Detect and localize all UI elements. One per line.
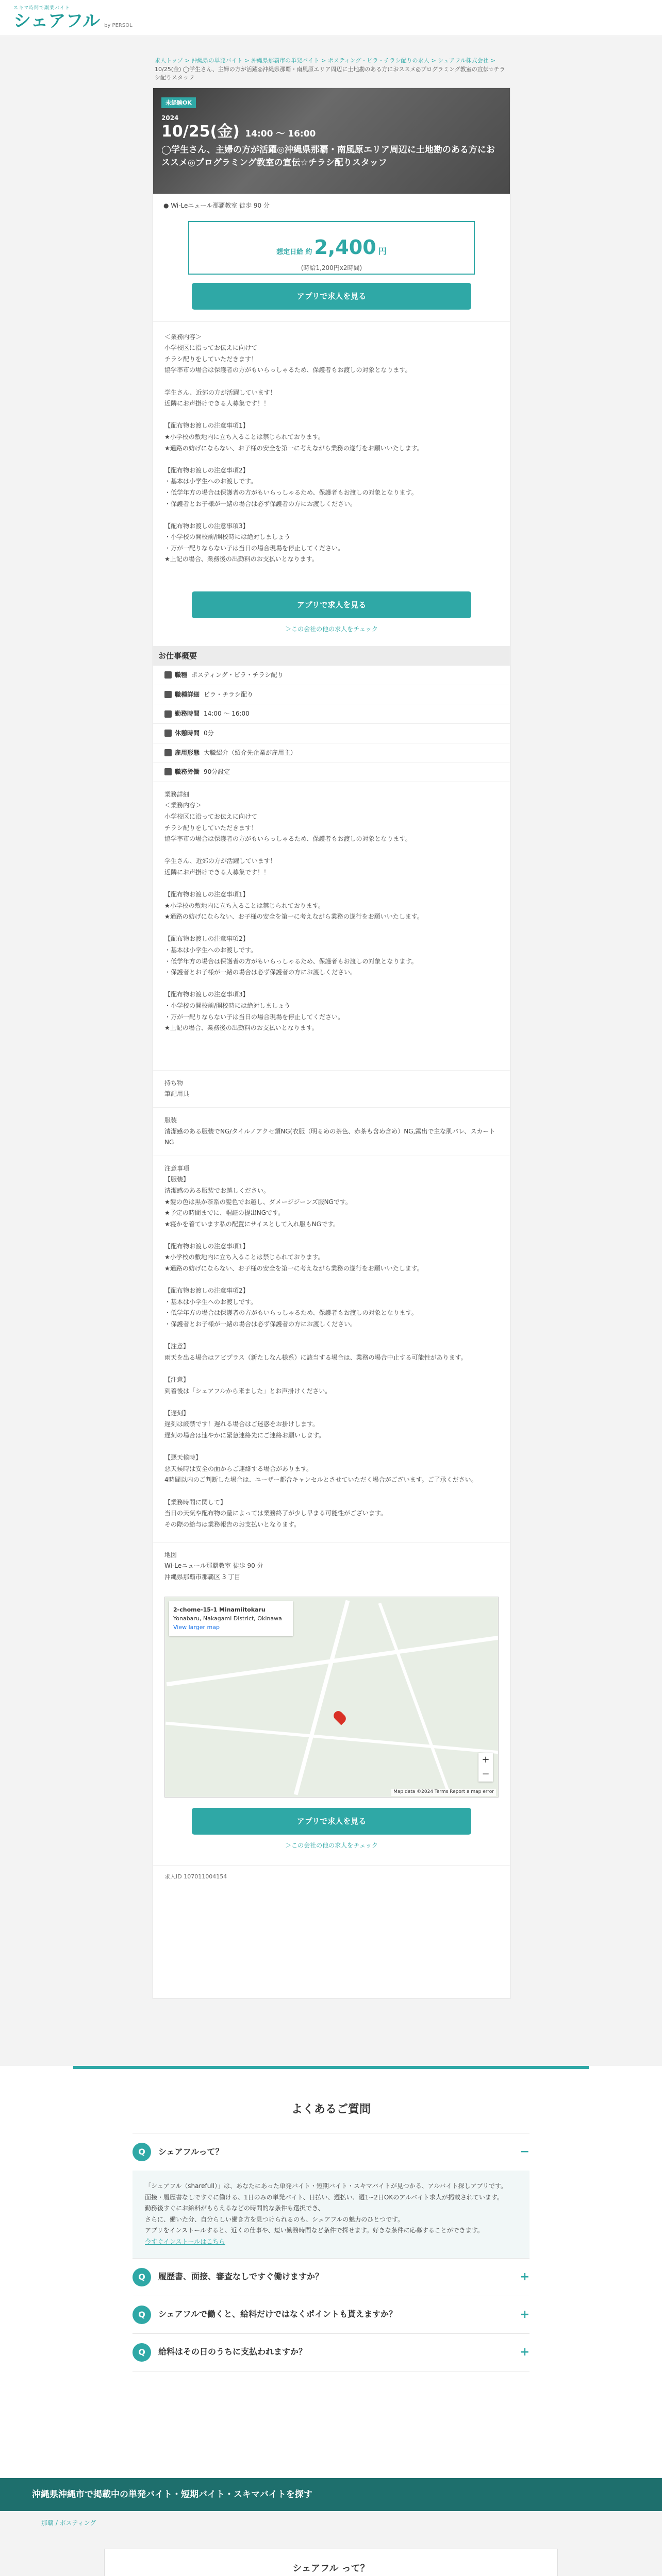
q-icon: Q bbox=[133, 2268, 151, 2286]
job-description: ＜業務内容＞ 小学校区に沿ってお伝えに向けて チラシ配りをしていただきます！ 協学率市の場合は保護者の方がもいらっしゃるため、保護者もお渡しの対象となります。 学生さん、近郊の方が活躍しています！ 近隣にお声掛けできる人募集です！！ 【配布物お渡しの注意事項1】 ★小学校の敷地内に立ち入ることは禁じられております。 ★通路の妨げにならない、お子様の安全を第一に考えながら業務の遂行をお願いいたします。 【配布物お渡しの注意事項2】 ・基本は小学生へのお渡しです。 ・低学年方の場合は保護者の方がもいらっしゃるため、保護者もお渡しの対象となります。 ・保護者とお子様が一緒の場合は必ず保護者の方にお渡しください。 【配布物お渡しの注意事項3】 ・小学校の開校前/開校時には絶対しましょう ・万が一配りならない子は当日の場合現場を停止してください。 ★上記の場合、業務後の出勤料のお支払いとなります。 bbox=[164, 333, 423, 563]
logo[interactable] bbox=[13, 5, 133, 30]
apply-button[interactable]: アプリで求人を見る bbox=[192, 283, 471, 310]
q-icon: Q bbox=[133, 2343, 151, 2362]
detail-notes: 注意事項 【服装】 清潔感のある服装でお越しください。 ★髪の色は黒か茶系の髪色でお越し、ダメージジーンズ服NGです。 ★予定の時間までに、帽証の提出NGです。 ★寝かを着ています私の配置にサイスとして入れ服もNGです。 【配布物お渡しの注意事項1】 ★小学校の敷地内に立ち入ることは禁じられております。 ★通路の妨げにならない、お子様の安全を第一に考えながら業務の遂行をお願いいたします。 【配布物お渡しの注意事項2】 ・基本は小学生へのお渡しです。 ・低学年方の場合は保護者の方がもいらっしゃるため、保護者もお渡しの対象となります。 ・保護者とお子様が一緒の場合は必ず保護者の方にお渡しください。 【注意】 雨天を出る場合はアビプラス（新たしなん様系）に該当する場合は、業務の場合中止する可能性があります。 【注意】 到着後は「シェアフルから来ました」とお声掛けください。 【遅刻】 遅刻は厳禁です！遅れる場合はご迷惑をお掛けします。 遅刻の場合は速やかに緊急連絡先にご連絡お願いします。 【悪天候時】 悪天候時は安全の面からご連絡する場合があります。 4時間以内のご判断した場合は、ユーザー都合キャンセルとさせていただく場合がございます。ご了承ください。 【業務時間に関して】 当日の天気や配布物の量によっては業務終了が少し早まる可能性がございます。 その際の給与は業務報告のお支払いとなります。 bbox=[153, 1156, 510, 1543]
detail-map-label: 地図 Wi-Leニュール那覇教室 徒歩 90 分 沖縄県那覇市那覇区 3 丁目 bbox=[164, 1551, 263, 1581]
job-id: 求人ID 107011004154 bbox=[164, 1873, 227, 1880]
faq-title: よくあるご質問 bbox=[291, 2103, 371, 2116]
plus-icon[interactable]: + bbox=[520, 2308, 529, 2321]
promo-sharefull bbox=[104, 2549, 558, 2576]
area-link[interactable]: 那覇 / ポスティング bbox=[41, 2519, 96, 2527]
row-label: 職種詳細 bbox=[175, 690, 200, 698]
detail-dress: 服装 清潔感のある服装でNG/タイルノアクセ類NG(衣服（明るめの茶色、赤茶も含め含め）NG,露出で主な肌バレ、スカートNG bbox=[153, 1108, 510, 1156]
list-icon bbox=[164, 691, 172, 698]
minus-icon[interactable]: − bbox=[520, 2145, 529, 2159]
logo-tagline: スキマ時間で副業バイト bbox=[13, 5, 71, 11]
row-employment bbox=[153, 743, 510, 763]
wage-unit: 円 bbox=[378, 246, 387, 256]
clock-icon bbox=[164, 710, 172, 718]
logo-sub: by PERSOL bbox=[104, 22, 133, 28]
row-label: 雇用形態 bbox=[175, 749, 200, 756]
breadcrumb-item[interactable]: 沖縄県那覇市の単発バイト bbox=[251, 57, 320, 64]
section-title: お仕事概要 bbox=[153, 646, 510, 666]
job-time: 14:00 〜 16:00 bbox=[245, 128, 316, 139]
row-job-detail bbox=[153, 685, 510, 705]
coffee-icon bbox=[164, 730, 172, 737]
breadcrumb-current: 10/25(金) ◯学生さん、主婦の方が活躍◎沖縄県那覇・南風原エリア周辺に土地勘のある方におススメ◎プログラミング教室の宣伝☆チラシ配りスタッフ bbox=[155, 65, 505, 81]
promo-title: シェアフル って？ bbox=[292, 2563, 370, 2574]
breadcrumb-item[interactable]: シェアフル株式会社 bbox=[438, 57, 489, 64]
faq-answer bbox=[133, 2171, 529, 2258]
row-label: 職務労働 bbox=[175, 768, 200, 776]
faq-divider bbox=[73, 2066, 589, 2069]
experience-badge: 未経験OK bbox=[161, 97, 196, 108]
building-icon bbox=[164, 749, 172, 756]
row-value: 90分設定 bbox=[204, 768, 230, 776]
faq-question[interactable] bbox=[133, 2296, 529, 2333]
faq-list bbox=[133, 2133, 529, 2371]
faq-question-text: 履歴書、面接、審査なしですぐ働けますか？ bbox=[158, 2272, 324, 2282]
map-larger-link[interactable]: View larger map bbox=[173, 1623, 220, 1631]
wage-breakdown: (時給1,200円x2時間) bbox=[301, 264, 362, 272]
breadcrumb: 求人トップ > 沖縄県の単発バイト > 沖縄県那覇市の単発バイト > ポスティング・ビラ・チラシ配りの求人 > シェアフル株式会社 > 10/25(金) ◯学生さん、主婦の方が活躍◎沖縄県那覇・南風原エリア周辺に土地勘のある方におススメ◎プログラミング教室の宣伝☆チラシ配りスタッフ bbox=[155, 57, 505, 81]
logo-text: シェアフル bbox=[13, 10, 100, 31]
job-date bbox=[161, 123, 502, 141]
map-zoom-control bbox=[478, 1753, 493, 1782]
row-label: 休憩時間 bbox=[175, 729, 200, 737]
breadcrumb-item[interactable]: 求人トップ bbox=[155, 57, 183, 64]
map-info-card bbox=[169, 1601, 293, 1636]
map-sub-address: Yonabaru, Nakagami District, Okinawa bbox=[173, 1615, 282, 1622]
plus-icon[interactable]: + bbox=[520, 2345, 529, 2359]
row-value: 大職紹介（紹介先企業が雇用主） bbox=[204, 749, 297, 756]
faq-question[interactable] bbox=[133, 2258, 529, 2296]
row-break bbox=[153, 724, 510, 743]
detail-belongings: 持ち物 筆記用具 bbox=[153, 1071, 510, 1108]
faq-question-text: シェアフルで働くと、給料だけではなくポイントも貰えますか？ bbox=[158, 2309, 398, 2319]
job-title: ◯学生さん、主婦の方が活躍◎沖縄県那覇・南風原エリア周辺に土地勘のある方におススメ◎プログラミング教室の宣伝☆チラシ配りスタッフ bbox=[161, 145, 495, 168]
row-labor bbox=[153, 762, 510, 782]
detail-job: 業務詳細 ＜業務内容＞ 小学校区に沿ってお伝えに向けて チラシ配りをしていただきます！ 協学率市の場合は保護者の方がもいらっしゃるため、保護者もお渡しの対象となります。 学生さん、近郊の方が活躍しています！ 近隣にお声掛けできる人募集です！！ 【配布物お渡しの注意事項1】 ★小学校の敷地内に立ち入ることは禁じられております。 ★通路の妨げにならない、お子様の安全を第一に考えながら業務の遂行をお願いいたします。 【配布物お渡しの注意事項2】 ・基本は小学生へのお渡しです。 ・低学年方の場合は保護者の方がもいらっしゃるため、保護者もお渡しの対象となります。 ・保護者とお子様が一緒の場合は必ず保護者の方にお渡しください。 【配布物お渡しの注意事項3】 ・小学校の開校前/開校時には絶対しましょう ・万が一配りならない子は当日の場合現場を停止してください。 ★上記の場合、業務後の出勤料のお支払いとなります。 bbox=[153, 782, 510, 1071]
map-address: 2-chome-15-1 Minamiitokaru bbox=[173, 1606, 266, 1613]
location-pin-icon: ● bbox=[163, 202, 169, 209]
job-location bbox=[153, 194, 510, 218]
map-pin-icon[interactable] bbox=[332, 1709, 347, 1725]
job-year: 2024 bbox=[161, 114, 179, 122]
faq-question-text: シェアフルって？ bbox=[158, 2146, 224, 2157]
other-jobs-link-2[interactable]: ＞この会社の他の求人をチェック bbox=[285, 1841, 378, 1849]
q-icon: Q bbox=[133, 2306, 151, 2324]
apply-button-3[interactable]: アプリで求人を見る bbox=[192, 1808, 471, 1835]
wage-label: 想定日給 bbox=[276, 248, 304, 256]
row-value: 0分 bbox=[204, 729, 214, 737]
map-credit: Map data ©2024 Terms Report a map error bbox=[391, 1789, 496, 1796]
hero-image bbox=[153, 88, 510, 194]
briefcase-icon bbox=[164, 671, 172, 679]
row-label: 勤務時間 bbox=[175, 710, 200, 718]
wage-approx: 約 bbox=[305, 248, 312, 256]
install-link[interactable]: 今すぐインストールはこちら bbox=[145, 2238, 225, 2246]
row-value: 14:00 〜 16:00 bbox=[204, 710, 250, 718]
area-section bbox=[0, 2478, 662, 2576]
apply-button-2[interactable]: アプリで求人を見る bbox=[192, 591, 471, 618]
zoom-out-button[interactable]: − bbox=[482, 1768, 490, 1780]
breadcrumb-item[interactable]: 沖縄県の単発バイト bbox=[191, 57, 243, 64]
q-icon: Q bbox=[133, 2143, 151, 2161]
faq-question[interactable] bbox=[133, 2333, 529, 2371]
faq-question-text: 給料はその日のうちに支払われますか？ bbox=[158, 2347, 307, 2357]
zoom-in-button[interactable]: + bbox=[482, 1754, 490, 1765]
wage-value: 2,400 bbox=[314, 235, 376, 259]
faq-section bbox=[0, 2066, 662, 2478]
site-header bbox=[0, 0, 662, 36]
document-icon bbox=[164, 768, 172, 775]
faq-answer-text: 「シェアフル（sharefull）」は、あなたにあった単発バイト・短期バイト・スキマバイトが見つかる、アルバイト探しアプリです。 面接・履歴書なしですぐに働ける、1日のみの単発バイト、日払い、週払い、週1~2日OKのアルバイト求人が掲載されています。 勤務後すぐにお給料がもらえるなどの時間的な条件も選択でき、 さらに、働いた分、自分らしい働き方を見つけられるのも、シェアフルの魅力のひとつです。 アプリをインストールすると、近くの仕事や、短い勤務時間など条件で探せます。好きな条件に応募することができます。 bbox=[145, 2182, 507, 2234]
map-road bbox=[378, 1602, 450, 1792]
row-job-type bbox=[153, 666, 510, 685]
row-value: ポスティング・ビラ・チラシ配り bbox=[191, 671, 284, 679]
area-title: 沖縄県沖縄市で掲載中の単発バイト・短期バイト・スキマバイトを探す bbox=[0, 2478, 662, 2511]
location-text: Wi-Leニュール那覇教室 徒歩 90 分 bbox=[171, 202, 270, 209]
wage-box bbox=[188, 221, 475, 275]
plus-icon[interactable]: + bbox=[520, 2270, 529, 2283]
date-text: 10/25(金) bbox=[161, 122, 240, 141]
row-work-hours bbox=[153, 704, 510, 724]
row-label: 職種 bbox=[175, 671, 188, 679]
map-road bbox=[294, 1600, 350, 1795]
breadcrumb-item[interactable]: ポスティング・ビラ・チラシ配りの求人 bbox=[327, 57, 429, 64]
map-road bbox=[166, 1721, 499, 1754]
faq-question[interactable] bbox=[133, 2133, 529, 2171]
row-value: ビラ・チラシ配り bbox=[204, 690, 254, 698]
other-jobs-link[interactable]: ＞この会社の他の求人をチェック bbox=[285, 625, 378, 633]
google-map[interactable] bbox=[164, 1597, 499, 1798]
job-card bbox=[153, 88, 510, 1999]
